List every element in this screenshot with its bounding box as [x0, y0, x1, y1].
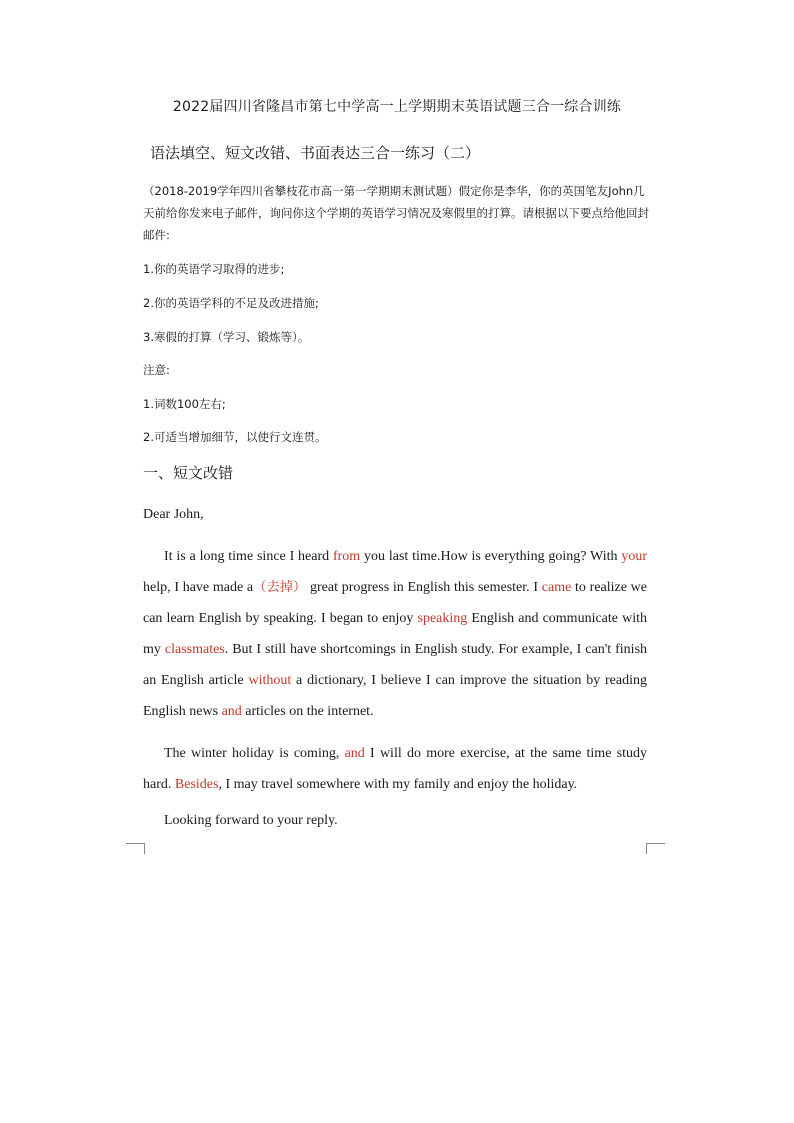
correction: your [621, 549, 647, 564]
correction: came [541, 580, 572, 595]
point-1: 1.你的英语学习取得的进步; [143, 262, 285, 276]
letter-paragraph-1 [143, 541, 647, 727]
note-2: 2.可适当增加细节，以使行文连贯。 [143, 430, 327, 444]
correction: （去掉） [253, 580, 307, 595]
point-3: 3.寒假的打算（学习、锻炼等）。 [143, 330, 310, 344]
text-run: to realize we can learn English by speaking. I began to enjoy [143, 580, 648, 626]
correction: classmates [164, 642, 225, 657]
text-run: English and communicate with my [143, 611, 647, 657]
text-run: great progress in English this semester. I [306, 580, 542, 595]
correction: without [248, 673, 292, 688]
section-heading: 一、短文改错 [143, 464, 234, 482]
letter-greeting: Dear John, [143, 507, 204, 522]
document-title: 2022届四川省隆昌市第七中学高一上学期期末英语试题三合一综合训练 [172, 99, 622, 115]
correction: speaking [417, 611, 468, 626]
margin-corner-mark [126, 843, 145, 854]
point-2: 2.你的英语学科的不足及改进措施; [143, 296, 319, 310]
correction: Besides [174, 777, 219, 792]
text-run: The winter holiday is coming, [164, 746, 345, 761]
task-intro: （2018-2019学年四川省攀枝花市高一第一学期期末测试题）假定你是李华，你的英国笔友John几天前给你发来电子邮件，询问你这个学期的英语学习情况及寒假里的打算。请根据以下要点给他回封邮件: [143, 184, 649, 242]
text-run: I will do more exercise, at the same time study hard. [143, 746, 647, 792]
text-run: It is a long time since I heard [164, 549, 333, 564]
text-run: a dictionary, I believe I can improve the situation by reading English news [143, 673, 648, 719]
correction: and [344, 746, 365, 761]
text-run: , I may travel somewhere with my family and enjoy the holiday. [218, 777, 578, 792]
note-1: 1.词数100左右; [143, 397, 226, 411]
text-run: articles on the internet. [241, 704, 374, 719]
text-run: help, I have made a [143, 580, 254, 595]
correction: and [221, 704, 242, 719]
correction: from [332, 549, 361, 564]
text-run: . But I still have shortcomings in English study. For example, I can't finish an English article [143, 642, 648, 688]
text-run: you last time.How is everything going? With [360, 549, 622, 564]
margin-corner-mark [646, 843, 665, 854]
letter-closing: Looking forward to your reply. [164, 813, 338, 828]
letter-paragraph-2 [143, 738, 647, 800]
note-label: 注意: [143, 363, 170, 377]
document-subtitle: 语法填空、短文改错、书面表达三合一练习（二） [150, 144, 481, 162]
